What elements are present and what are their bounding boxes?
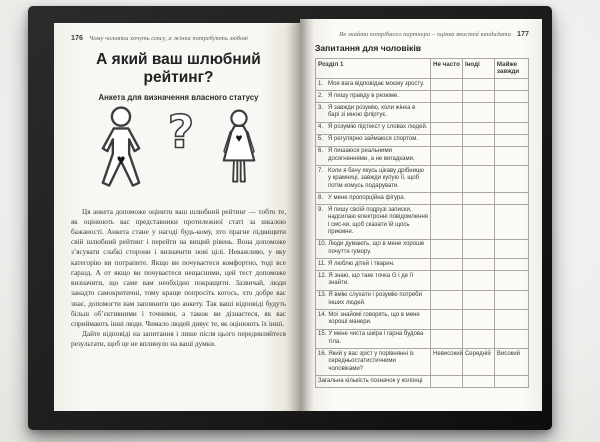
answer-cell <box>431 134 463 146</box>
column-header-not-often: Не часто <box>431 59 463 79</box>
chapter-subtitle: Анкета для визначення власного статусу <box>98 92 259 102</box>
answer-cell <box>462 205 494 240</box>
table-row <box>316 166 529 193</box>
answer-cell <box>431 239 463 259</box>
answer-cell <box>494 205 528 240</box>
answer-cell <box>431 271 463 291</box>
table-row <box>316 239 529 259</box>
answer-cell <box>494 290 528 310</box>
answer-cell <box>494 166 528 193</box>
questionnaire-section-title: Запитання для чоловіків <box>315 43 421 53</box>
page-number-right: 177 <box>517 29 529 38</box>
question-number: 5. <box>318 136 324 142</box>
question-number: 1. <box>318 80 324 87</box>
question-mark-icon <box>160 106 202 178</box>
question-text: Я пишу правду в резюме. <box>328 92 400 99</box>
answer-cell <box>431 91 463 103</box>
question-number: 13. <box>318 292 327 298</box>
table-row <box>316 193 529 205</box>
answer-cell <box>494 103 528 123</box>
answer-cell <box>431 193 463 205</box>
heart-icon: ♥ <box>234 130 243 145</box>
answer-cell <box>431 259 463 271</box>
question-number: 16. <box>318 350 327 357</box>
answer-cell: Невисокий <box>431 349 463 376</box>
answer-cell <box>431 290 463 310</box>
total-cell <box>494 376 528 388</box>
answer-cell <box>494 271 528 291</box>
male-figure-icon <box>92 106 150 198</box>
question-text: Моя вага відповідає моєму зросту. <box>328 80 425 87</box>
chapter-title: А який ваш шлюбний рейтинг? <box>96 51 261 87</box>
question-text: Я регулярно займаюся спортом. <box>328 136 419 142</box>
answer-cell <box>494 310 528 330</box>
question-text: Я пишаюся реальними досягненнями, а не вигадками. <box>328 148 415 162</box>
question-number: 12. <box>318 272 327 279</box>
total-cell <box>462 376 494 388</box>
answer-cell <box>494 122 528 134</box>
answer-cell <box>431 329 463 349</box>
question-number: 15. <box>318 331 327 337</box>
answer-cell <box>462 91 494 103</box>
left-page <box>54 23 300 411</box>
answer-cell <box>494 259 528 271</box>
answer-cell <box>462 259 494 271</box>
question-mark-glyph: ? <box>167 105 194 158</box>
column-header-sometimes: Іноді <box>462 59 494 79</box>
answer-cell <box>494 329 528 349</box>
answer-cell <box>462 271 494 291</box>
table-row <box>316 349 529 376</box>
table-row <box>316 79 529 91</box>
table-row <box>316 205 529 240</box>
table-row <box>316 146 529 166</box>
question-text: Я завжди розумію, коли жінка в барі зі мною фліртує. <box>328 104 416 118</box>
question-number: 7. <box>318 167 324 174</box>
answer-cell <box>431 146 463 166</box>
answer-cell <box>462 122 494 134</box>
question-number: 8. <box>318 194 324 201</box>
answer-cell <box>462 134 494 146</box>
question-text: У мене пропорційна фігура. <box>328 194 406 201</box>
table-row <box>316 290 529 310</box>
answer-cell <box>431 103 463 123</box>
body-paragraph-2: Дайте відповіді на запитання і лише після цього передивляйтеся результати, щоб це не вплинуло на ваші думки. <box>71 330 286 349</box>
answer-cell: Високий <box>494 349 528 376</box>
answer-cell <box>462 329 494 349</box>
running-head-right-title: Як знайти потрібного партнера – оцінка якостей кандидата <box>338 31 511 38</box>
body-paragraph-1: Ця анкета допоможе оцінити ваш шлюбний рейтинг — тобто те, як оцінюють вас представники протилежної статі за шкалою бажаності. Анкета стане у нагоді будь-кому, хто прагне підвищити свій шлюбний рейтинг і перейти на вищий рівень. Вона допоможе з’ясувати слабкі сторони і визначити нові цілі. Неважливо, у яку категорію ви потрапите. Якщо ви почуваєтеся комфортно, тоді все гаразд. А от якщо ви почуваєтеся нещасними, цей тест допоможе визначити, що саме вам необхідно покращити. Зазвичай, люди занадто самокритичні, тому краще попросіть когось, хто добре вас знає, допомогти вам заповнити цю анкету. Так ваші відповіді будуть більш об’єктивними і точними, а також ви дізнаєтеся, як вас сприймають інші люди. Чимало людей дивує те, як оцінюють їх інші. <box>71 207 286 328</box>
questions-table-body <box>316 79 529 376</box>
question-number: 4. <box>318 124 324 130</box>
table-row <box>316 259 529 271</box>
question-number: 9. <box>318 206 324 213</box>
page-number-left: 176 <box>71 33 83 42</box>
table-header-row <box>316 59 529 79</box>
answer-cell <box>462 146 494 166</box>
answer-cell <box>462 103 494 123</box>
answer-cell <box>494 239 528 259</box>
table-row <box>316 329 529 349</box>
table-row <box>316 310 529 330</box>
question-number: 14. <box>318 311 327 318</box>
answer-cell <box>494 91 528 103</box>
total-row <box>316 376 529 388</box>
question-number: 6. <box>318 148 324 154</box>
question-number: 3. <box>318 104 324 111</box>
question-text: У мене чиста шкіра і гарна будова тіла. <box>328 331 424 345</box>
answer-cell <box>462 193 494 205</box>
table-row <box>316 271 529 291</box>
book-cover <box>28 6 552 430</box>
total-row-label: Загальна кількість позначок у колонці <box>316 376 431 388</box>
question-number: 10. <box>318 241 327 247</box>
answer-cell <box>462 310 494 330</box>
question-text: Який у вас зріст у порівнянні із середньостатистичними чоловіками? <box>328 350 414 372</box>
question-text: Я вмію слухати і розумію потреби інших людей. <box>328 292 422 306</box>
answer-cell <box>462 239 494 259</box>
question-number: 11. <box>318 260 326 267</box>
table-row <box>316 103 529 123</box>
table-row <box>316 134 529 146</box>
column-header-section: Розділ 1 <box>316 59 431 79</box>
question-number: 2. <box>318 92 324 99</box>
table-row <box>316 91 529 103</box>
answer-cell <box>494 193 528 205</box>
marriage-rating-illustration <box>71 106 286 200</box>
answer-cell <box>462 290 494 310</box>
column-header-almost-always: Майже завжди <box>494 59 528 79</box>
right-page <box>300 19 542 411</box>
answer-cell <box>431 205 463 240</box>
chapter-intro-text <box>71 207 286 350</box>
heart-icon: ♥ <box>116 152 125 169</box>
answer-cell <box>462 166 494 193</box>
answer-cell <box>494 146 528 166</box>
question-text: Я люблю дітей і тварин. <box>328 260 395 267</box>
answer-cell: Середній <box>462 349 494 376</box>
question-text: Я розумію підтекст у словах людей. <box>328 124 428 130</box>
answer-cell <box>431 166 463 193</box>
questions-table <box>315 58 529 388</box>
female-figure-icon <box>212 106 266 198</box>
question-text: Я знаю, що таке точка G і де її знайти. <box>328 272 414 286</box>
answer-cell <box>494 79 528 91</box>
answer-cell <box>431 122 463 134</box>
answer-cell <box>462 79 494 91</box>
question-text: Люди думають, що в мене хороше почуття гумору. <box>328 241 425 255</box>
answer-cell <box>431 310 463 330</box>
answer-cell <box>494 134 528 146</box>
running-head-left <box>71 33 286 42</box>
question-text: Мої знайомі говорять, що в мене хороші манери. <box>328 311 420 325</box>
total-cell <box>431 376 463 388</box>
question-text: Коли я бачу якусь цікаву дрібницю у крамниці, завжди купую її, щоб потім комусь подарувати. <box>328 167 424 189</box>
answer-cell <box>431 79 463 91</box>
table-row <box>316 122 529 134</box>
question-text: Я пишу своїй подрузі записки, надсилаю електронні повідомлення і смс-ки, щоб сказати їй щось приємне. <box>328 206 429 235</box>
running-head-left-title: Чому чоловіки хочуть сексу, а жінки потребують любові <box>89 35 249 42</box>
running-head-right <box>315 29 529 38</box>
